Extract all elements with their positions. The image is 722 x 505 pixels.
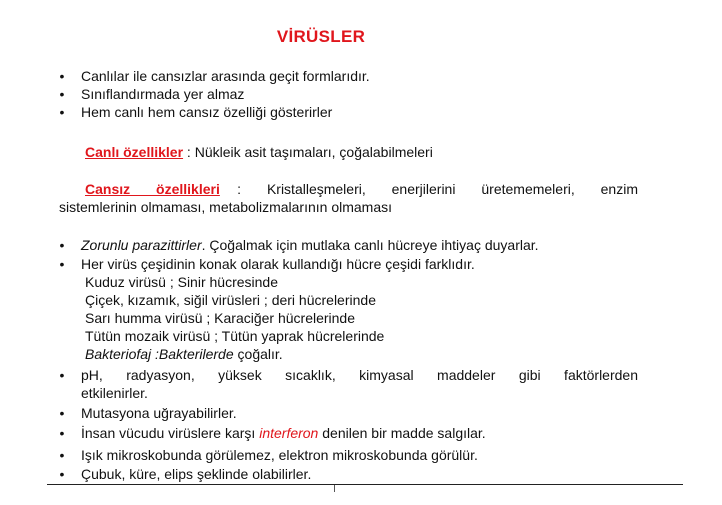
bullet-interferon [81, 424, 486, 442]
nonliving-features-text: : Kristalleşmeleri, enerjilerini üretememeleri, enzim [219, 181, 638, 197]
bullet-dot: • [59, 68, 65, 84]
nonliving-features-label: Cansız özellikleri [85, 181, 220, 197]
living-features-text: : Nükleik asit taşımaları, çoğalabilmeleri [183, 144, 433, 160]
obligate-parasite-rest: . Çoğalmak için mutlaka canlı hücreye ihtiyaç duyarlar. [201, 237, 539, 253]
nonliving-features-line1 [85, 180, 638, 198]
host-list-item: Çiçek, kızamık, siğil virüsleri ; deri hücrelerinde [85, 292, 376, 308]
bullet-obligate-parasite [81, 236, 539, 254]
bullet-dot: • [59, 447, 65, 463]
living-features-label: Canlı özellikler [85, 144, 184, 160]
bullet-dot: • [59, 237, 65, 253]
bullet-ph-line1: pH, radyasyon, yüksek sıcaklık, kimyasal maddeler gibi faktörlerden [81, 367, 638, 383]
bullet-dot: • [59, 256, 65, 272]
bullet-dot: • [59, 367, 65, 383]
bullet-text-transition-forms: Canlılar ile cansızlar arasında geçit formlarıdır. [81, 68, 370, 84]
host-list-item: Tütün mozaik virüsü ; Tütün yaprak hücrelerinde [85, 328, 385, 344]
interferon-before: İnsan vücudu virüslere karşı [81, 425, 260, 441]
bullet-shape: Çubuk, küre, elips şeklinde olabilirler. [81, 466, 312, 482]
obligate-parasite-italic: Zorunlu parazittirler [81, 237, 202, 253]
bullet-ph-line2: etkilenirler. [81, 385, 148, 401]
host-list-item: Kuduz virüsü ; Sinir hücresinde [85, 274, 278, 290]
bullet-text-living-nonliving: Hem canlı hem cansız özelliği gösterirler [81, 104, 333, 120]
bacteriophage-italic: Bakteriofaj :Bakterilerde [85, 346, 234, 362]
nonliving-features-line2: sistemlerinin olmaması, metabolizmalarının olmaması [59, 199, 392, 215]
interferon-term: interferon [259, 425, 319, 441]
bullet-dot: • [59, 104, 65, 120]
bottom-divider [47, 484, 683, 485]
bullet-host-cell: Her virüs çeşidinin konak olarak kullandığı hücre çeşidi farklıdır. [81, 256, 475, 272]
bullet-dot: • [59, 405, 65, 421]
interferon-after: denilen bir madde salgılar. [318, 425, 486, 441]
bullet-text-classification: Sınıflandırmada yer almaz [81, 86, 245, 102]
living-features-paragraph [85, 143, 433, 161]
host-list-item-bacteriophage [85, 345, 283, 363]
page-marker-tick [334, 485, 335, 492]
bacteriophage-rest: çoğalır. [233, 346, 283, 362]
bullet-mutation: Mutasyona uğrayabilirler. [81, 405, 237, 421]
bullet-dot: • [59, 86, 65, 102]
host-list-item: Sarı humma virüsü ; Karaciğer hücrelerinde [85, 310, 356, 326]
bullet-dot: • [59, 425, 65, 441]
bullet-microscope: Işık mikroskobunda görülemez, elektron mikroskobunda görülür. [81, 447, 478, 463]
page-title: VİRÜSLER [276, 27, 366, 46]
bullet-dot: • [59, 466, 65, 482]
